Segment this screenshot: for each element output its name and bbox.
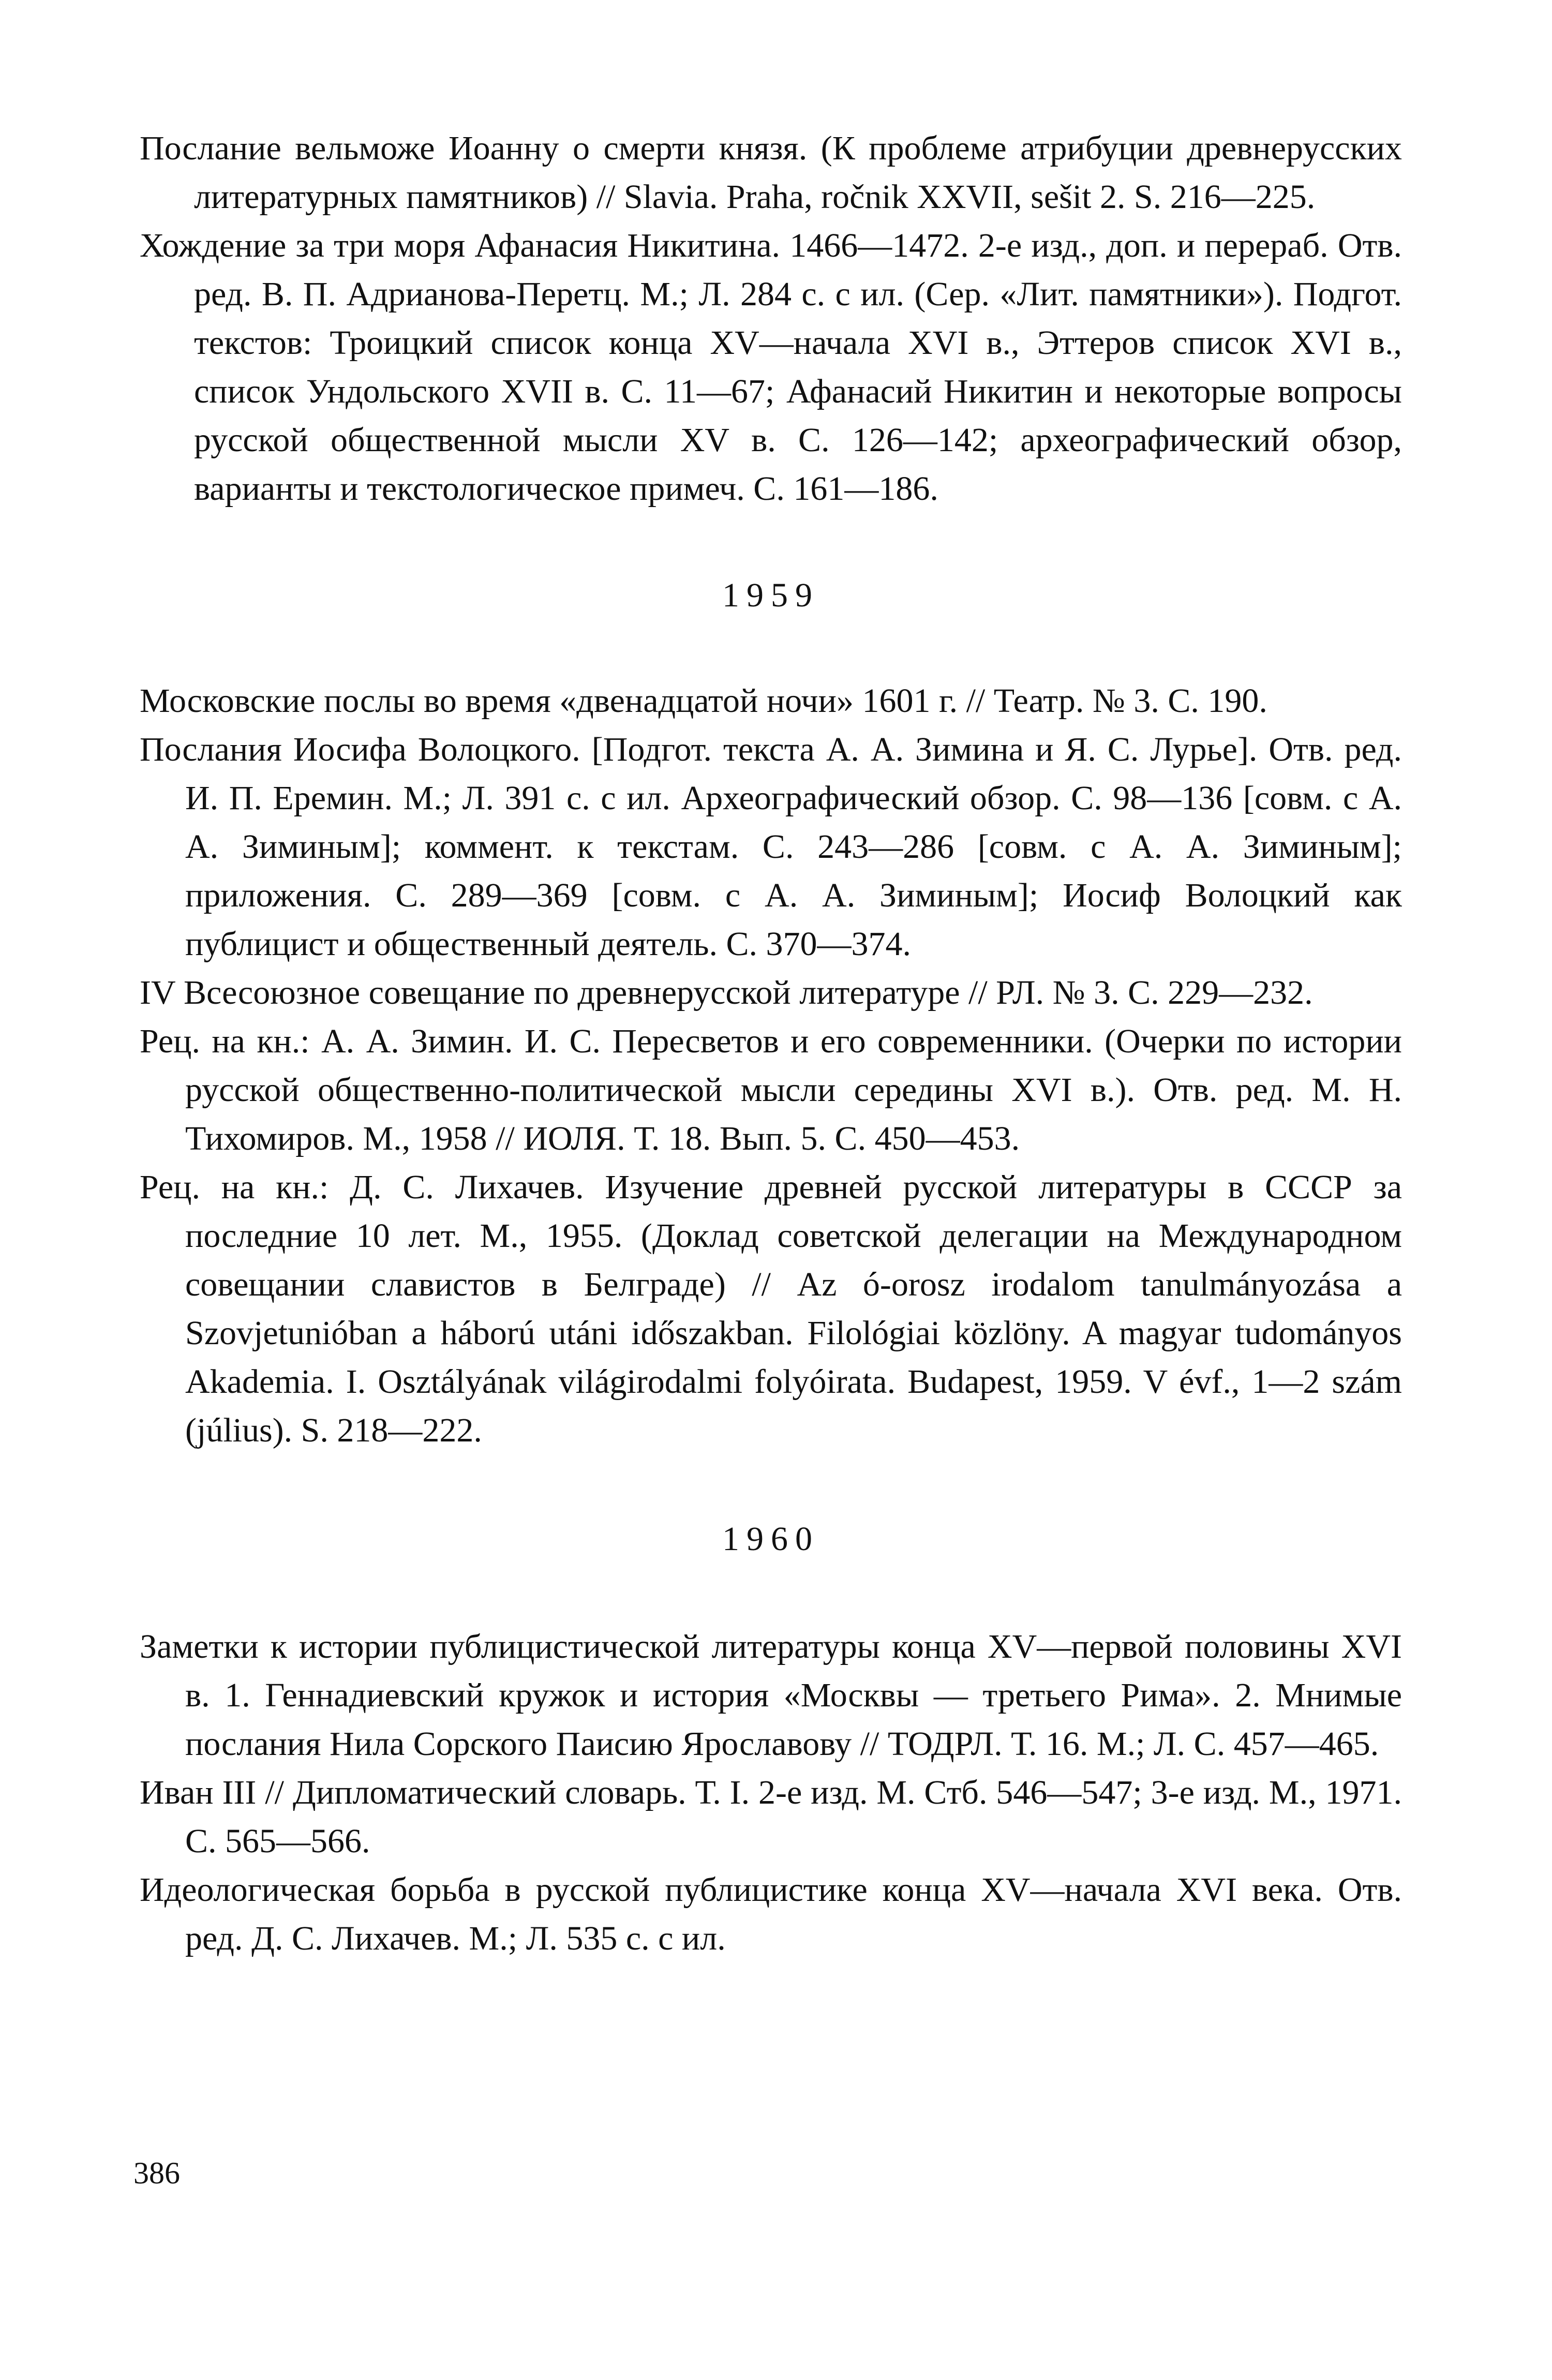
bibliography-entry: Московские послы во время «двенадцатой ночи» 1601 г. // Театр. № 3. С. 190. — [140, 682, 1267, 720]
bibliography-entry: Иван III // Дипломатический словарь. Т. I. 2-е изд. М. Стб. 546—547; 3-е изд. М., 1971. С. 565—566. — [140, 1774, 1402, 1860]
bibliography-entry: Рец. на кн.: А. А. Зимин. И. С. Пересветов и его современники. (Очерки по истории русской общественно-политической мысли середины XVI в.). Отв. ред. М. Н. Тихомиров. М., 1958 // ИОЛЯ. Т. 18. Вып. 5. С. 450—453. — [140, 1022, 1402, 1157]
bibliography-column — [140, 124, 1402, 1963]
year-heading-1960: 1960 — [722, 1520, 819, 1558]
page-number: 386 — [133, 2156, 180, 2190]
bibliography-entry: Послания Иосифа Волоцкого. [Подгот. текста А. А. Зимина и Я. С. Лурье]. Отв. ред. И. П. Еремин. М.; Л. 391 с. с ил. Археографический обзор. С. 98—136 [совм. с А. А. Зиминым]; коммент. к текстам. С. 243—286 [совм. с А. А. Зиминым]; приложения. С. 289—369 [совм. с А. А. Зиминым]; Иосиф Волоцкий как публицист и общественный деятель. С. 370—374. — [140, 731, 1402, 963]
bibliography-entry: Послание вельможе Иоанну о смерти князя. (К проблеме атрибуции древнерусских литературных памятников) // Slavia. Praha, ročnik XXVII, sešit 2. S. 216—225. — [140, 129, 1402, 216]
bibliography-entry: Заметки к истории публицистической литературы конца XV—первой половины XVI в. 1. Геннадиевский кружок и история «Москвы — третьего Рима». 2. Мнимые послания Нила Сорского Паисию Ярославову // ТОДРЛ. Т. 16. М.; Л. С. 457—465. — [140, 1628, 1402, 1763]
bibliography-entry: Рец. на кн.: Д. С. Лихачев. Изучение древней русской литературы в СССР за последние 10 лет. М., 1955. (Доклад советской делегации на Международном совещании славистов в Белграде) // Az ó-orosz irodalom tanulmányozása a Szovjetunióban a háború utáni időszakban. Filológiai közlöny. A magyar tudományos Akademia. I. Osztályának világirodalmi folyóirata. Budapest, 1959. V évf., 1—2 szám (július). S. 218—222. — [140, 1168, 1402, 1449]
bibliography-entry: Идеологическая борьба в русской публицистике конца XV—начала XVI века. Отв. ред. Д. С. Лихачев. М.; Л. 535 с. с ил. — [140, 1871, 1402, 1957]
year-heading-1959: 1959 — [722, 576, 819, 614]
bibliography-entry: Хождение за три моря Афанасия Никитина. 1466—1472. 2-е изд., доп. и перераб. Отв. ред. В. П. Адрианова-Перетц. М.; Л. 284 с. с ил. (Сер. «Лит. памятники»). Подгот. текстов: Троицкий список конца XV—начала XVI в., Эттеров список XVI в., список Ундольского XVII в. С. 11—67; Афанасий Никитин и некоторые вопросы русской общественной мысли XV в. С. 126—142; археографический обзор, варианты и текстологическое примеч. С. 161—186. — [140, 227, 1402, 508]
bibliography-entry: IV Всесоюзное совещание по древнерусской литературе // РЛ. № 3. С. 229—232. — [140, 974, 1313, 1012]
